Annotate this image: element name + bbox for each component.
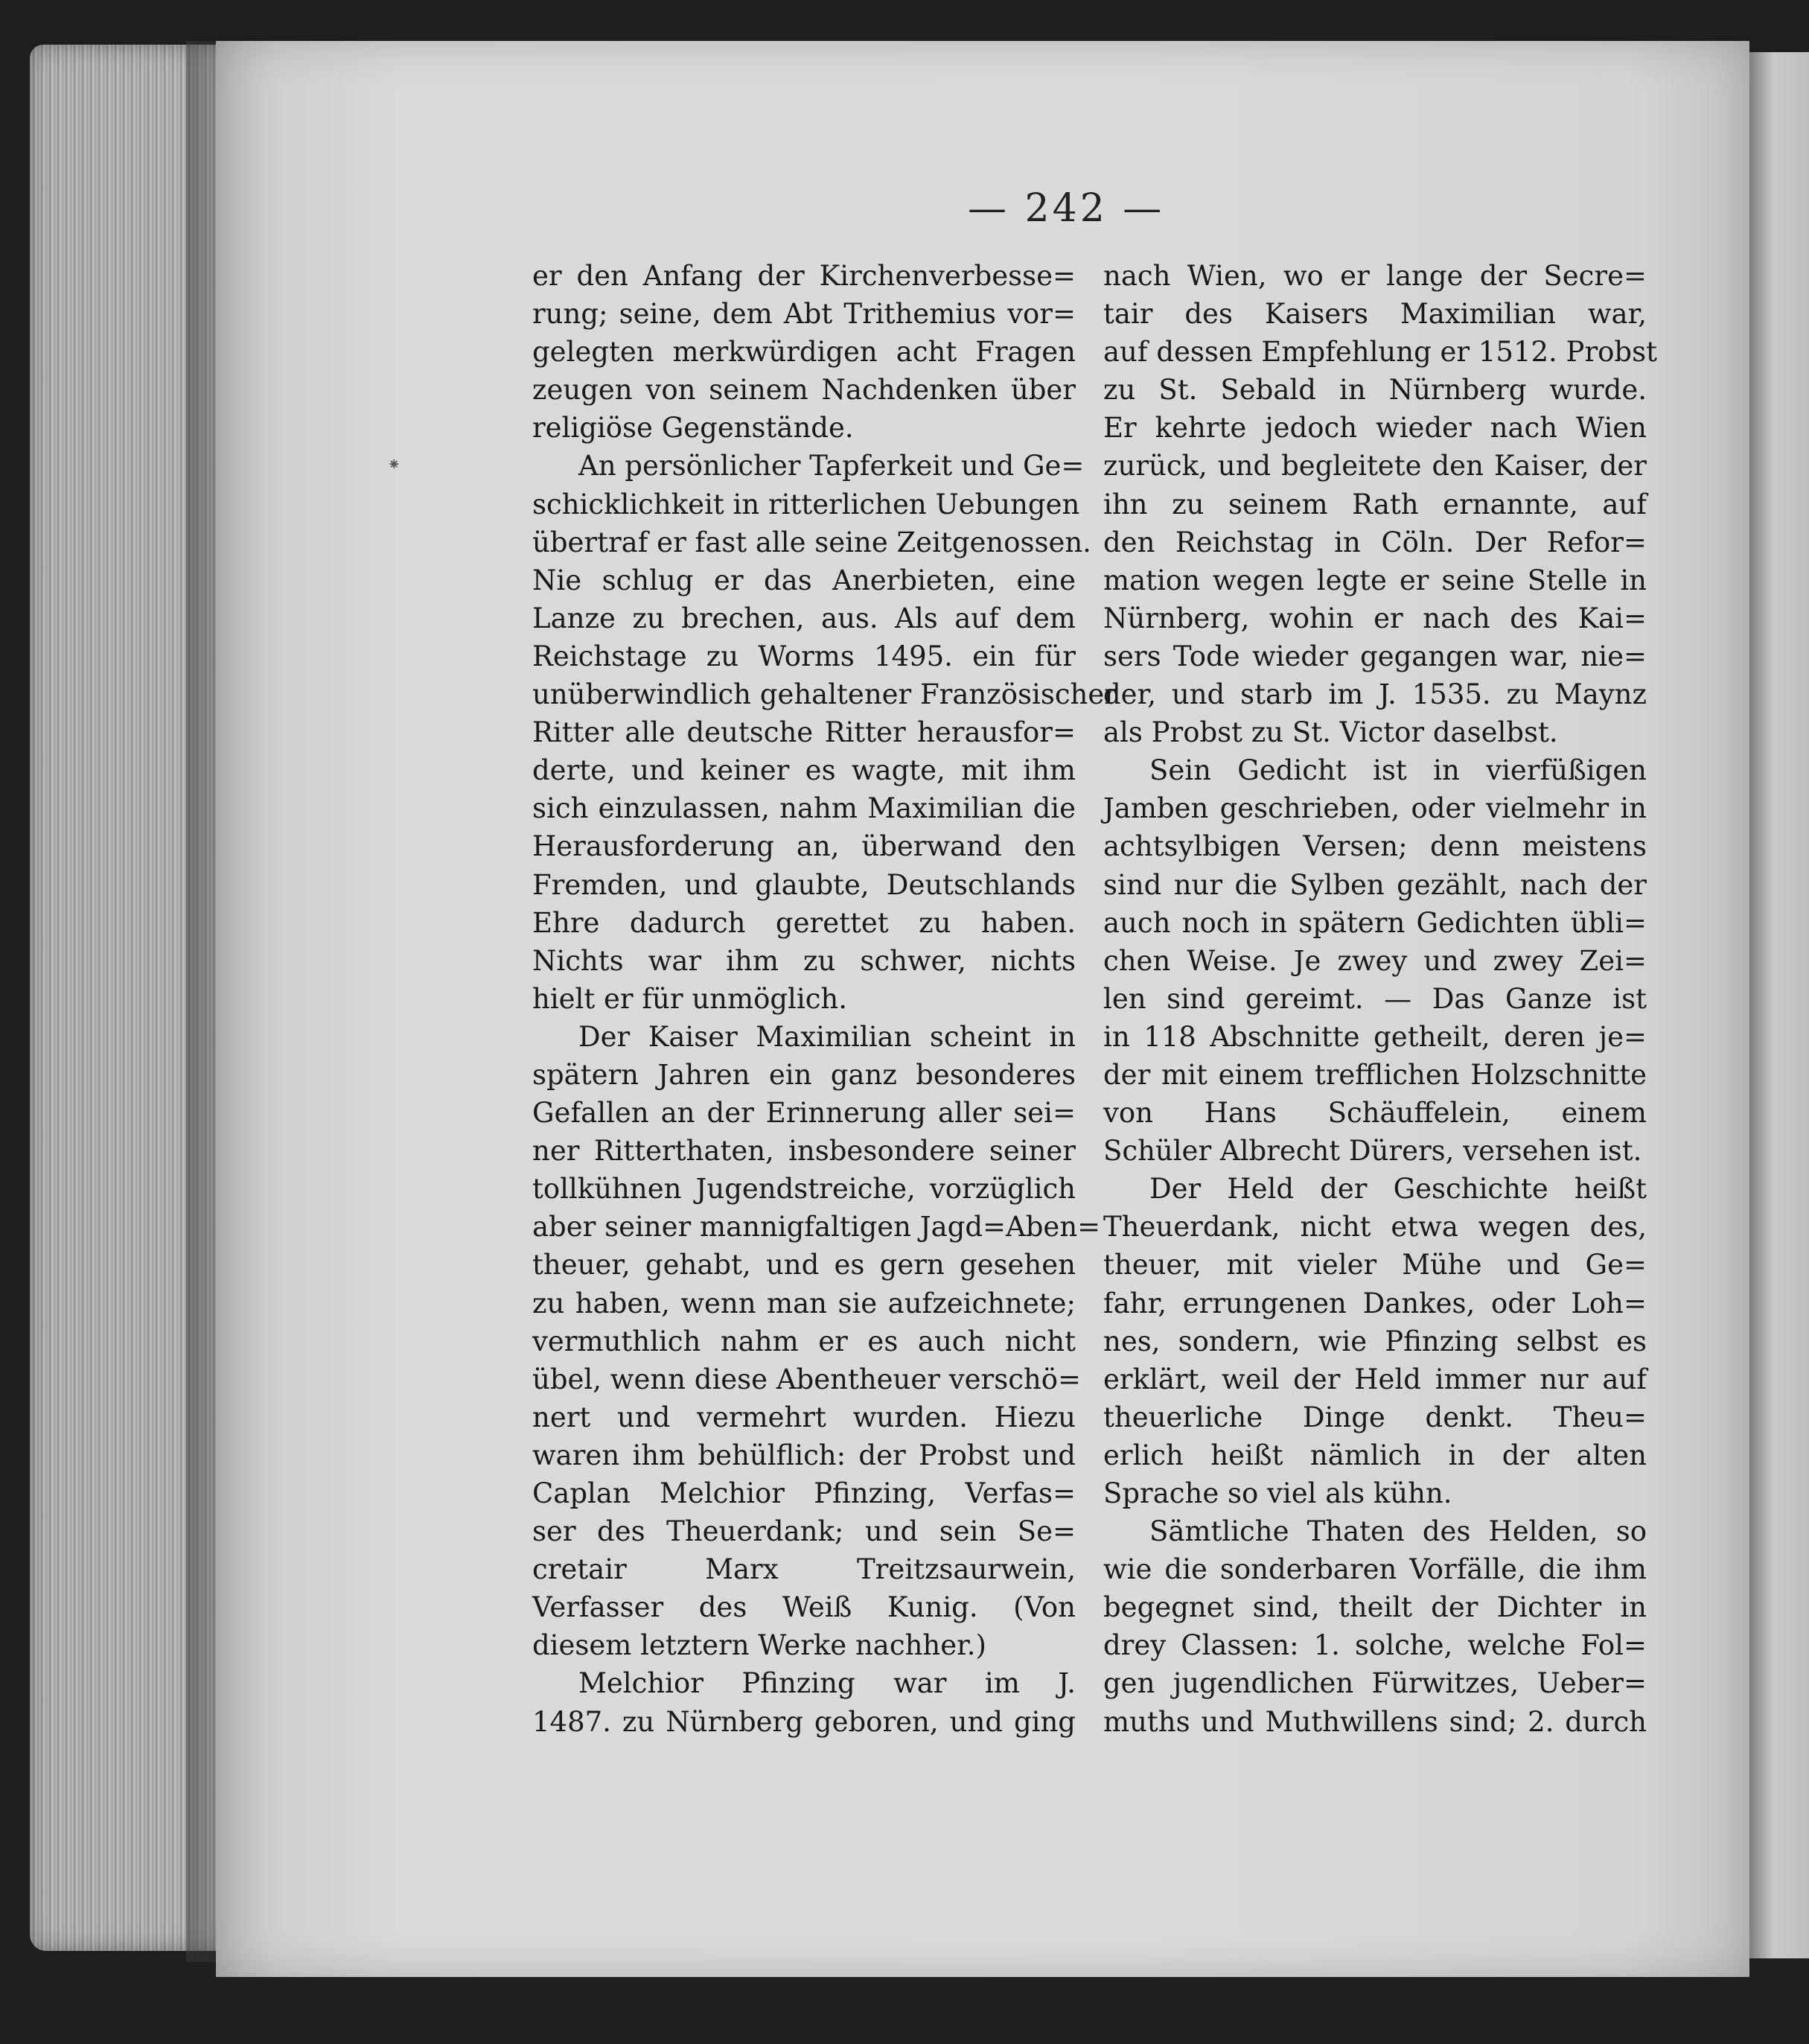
text-line: theuer, mit vieler Mühe und Ge= (1103, 1249, 1647, 1282)
text-line: der mit einem trefflichen Holzschnitte (1103, 1058, 1647, 1091)
text-line: zeugen von seinem Nachdenken über (532, 374, 1076, 407)
text-line: von Hans Schäuffelein, einem (1103, 1097, 1647, 1130)
text-line: Lanze zu brechen, aus. Als auf dem (532, 602, 1076, 634)
ornament-mark: ⁕ (387, 456, 401, 474)
text-line: Ehre dadurch gerettet zu haben. (532, 906, 1076, 939)
text-line: tair des Kaisers Maximilian war, (1103, 298, 1647, 331)
text-line: ihn zu seinem Rath ernannte, auf (1103, 488, 1647, 520)
text-line: auch noch in spätern Gedichten übli= (1103, 906, 1647, 939)
text-line: Sprache so viel als kühn. (1103, 1477, 1452, 1509)
page-number: — 242 — (968, 186, 1165, 231)
text-line: gen jugendlichen Fürwitzes, Ueber= (1103, 1667, 1647, 1700)
text-line: Nie schlug er das Anerbieten, eine (532, 564, 1076, 596)
text-line: Gefallen an der Erinnerung aller sei= (532, 1097, 1076, 1130)
text-line: waren ihm behülflich: der Probst und (532, 1439, 1076, 1471)
text-line: religiöse Gegenstände. (532, 412, 854, 445)
text-line: Caplan Melchior Pfinzing, Verfas= (532, 1477, 1076, 1509)
text-line: Herausforderung an, überwand den (532, 830, 1076, 863)
text-line: achtsylbigen Versen; denn meistens (1103, 830, 1647, 863)
text-line: auf dessen Empfehlung er 1512. Probst (1103, 336, 1657, 369)
text-line: theuerliche Dinge denkt. Theu= (1103, 1401, 1647, 1433)
text-line: zurück, und begleitete den Kaiser, der (1103, 450, 1647, 483)
text-line: Theuerdank, nicht etwa wegen des, (1103, 1211, 1647, 1244)
facing-page-edge (1749, 52, 1809, 1958)
text-line: wie die sonderbaren Vorfälle, die ihm (1103, 1553, 1647, 1586)
text-line: len sind gereimt. — Das Ganze ist (1103, 982, 1647, 1015)
text-line: fahr, errungenen Dankes, oder Loh= (1103, 1287, 1647, 1319)
text-line: aber seiner mannigfaltigen Jagd=Aben= (532, 1211, 1101, 1244)
text-line: ner Ritterthaten, insbesondere seiner (532, 1135, 1076, 1168)
text-line: nes, sondern, wie Pfinzing selbst es (1103, 1325, 1647, 1357)
text-line: Verfasser des Weiß Kunig. (Von (532, 1591, 1076, 1624)
text-line: drey Classen: 1. solche, welche Fol= (1103, 1629, 1647, 1662)
text-line: Nichts war ihm zu schwer, nichts (532, 944, 1076, 977)
text-line: mation wegen legte er seine Stelle in (1103, 564, 1647, 596)
text-line: unüberwindlich gehaltener Französischer (532, 678, 1117, 711)
text-line: nert und vermehrt wurden. Hiezu (532, 1401, 1076, 1433)
text-line: spätern Jahren ein ganz besonderes (532, 1058, 1076, 1091)
text-line: Sein Gedicht ist in vierfüßigen (1149, 754, 1647, 787)
text-line: in 118 Abschnitte getheilt, deren je= (1103, 1020, 1647, 1053)
text-line: rung; seine, dem Abt Trithemius vor= (532, 298, 1076, 331)
text-line: gelegten merkwürdigen acht Fragen (532, 336, 1076, 369)
text-line: Nürnberg, wohin er nach des Kai= (1103, 602, 1647, 634)
text-line: 1487. zu Nürnberg geboren, und ging (532, 1705, 1076, 1738)
text-line: theuer, gehabt, und es gern gesehen (532, 1249, 1076, 1282)
text-line: sich einzulassen, nahm Maximilian die (532, 792, 1076, 825)
text-line: übertraf er fast alle seine Zeitgenossen. (532, 526, 1091, 558)
text-line: diesem letztern Werke nachher.) (532, 1629, 986, 1662)
text-line: hielt er für unmöglich. (532, 982, 848, 1015)
left-text-column (532, 257, 1117, 1741)
text-line: muths und Muthwillens sind; 2. durch (1103, 1705, 1647, 1738)
text-line: sers Tode wieder gegangen war, nie= (1103, 640, 1647, 672)
text-line: cretair Marx Treitzsaurwein, (532, 1553, 1076, 1586)
text-line: zu St. Sebald in Nürnberg wurde. (1103, 374, 1647, 407)
text-line: er den Anfang der Kirchenverbesse= (532, 260, 1076, 292)
text-line: Ritter alle deutsche Ritter herausfor= (532, 716, 1076, 749)
text-line: Fremden, und glaubte, Deutschlands (532, 868, 1076, 901)
text-line: erlich heißt nämlich in der alten (1103, 1439, 1647, 1471)
text-line: nach Wien, wo er lange der Secre= (1103, 260, 1647, 292)
text-line: Sämtliche Thaten des Helden, so (1149, 1515, 1647, 1548)
text-line: Reichstage zu Worms 1495. ein für (532, 640, 1076, 672)
text-line: begegnet sind, theilt der Dichter in (1103, 1591, 1647, 1624)
text-line: den Reichstag in Cöln. Der Refor= (1103, 526, 1647, 558)
text-line: Der Kaiser Maximilian scheint in (578, 1020, 1076, 1053)
text-line: Schüler Albrecht Dürers, versehen ist. (1103, 1135, 1642, 1168)
text-line: der, und starb im J. 1535. zu Maynz (1103, 678, 1647, 711)
text-line: erklärt, weil der Held immer nur auf (1103, 1363, 1647, 1395)
text-line: schicklichkeit in ritterlichen Uebungen (532, 488, 1080, 520)
text-line: derte, und keiner es wagte, mit ihm (532, 754, 1076, 787)
text-line: zu haben, wenn man sie aufzeichnete; (532, 1287, 1076, 1319)
text-line: sind nur die Sylben gezählt, nach der (1103, 868, 1647, 901)
text-line: Jamben geschrieben, oder vielmehr in (1103, 792, 1647, 825)
text-line: chen Weise. Je zwey und zwey Zei= (1103, 944, 1647, 977)
text-line: tollkühnen Jugendstreiche, vorzüglich (532, 1173, 1076, 1206)
text-line: ser des Theuerdank; und sein Se= (532, 1515, 1076, 1548)
text-line: An persönlicher Tapferkeit und Ge= (578, 450, 1085, 483)
right-text-column (1103, 257, 1657, 1741)
text-line: Melchior Pfinzing war im J. (578, 1667, 1076, 1700)
text-line: Er kehrte jedoch wieder nach Wien (1103, 412, 1647, 445)
text-line: übel, wenn diese Abentheuer verschö= (532, 1363, 1082, 1395)
text-line: vermuthlich nahm er es auch nicht (532, 1325, 1076, 1357)
text-line: als Probst zu St. Victor daselbst. (1103, 716, 1558, 749)
text-line: Der Held der Geschichte heißt (1149, 1173, 1647, 1206)
